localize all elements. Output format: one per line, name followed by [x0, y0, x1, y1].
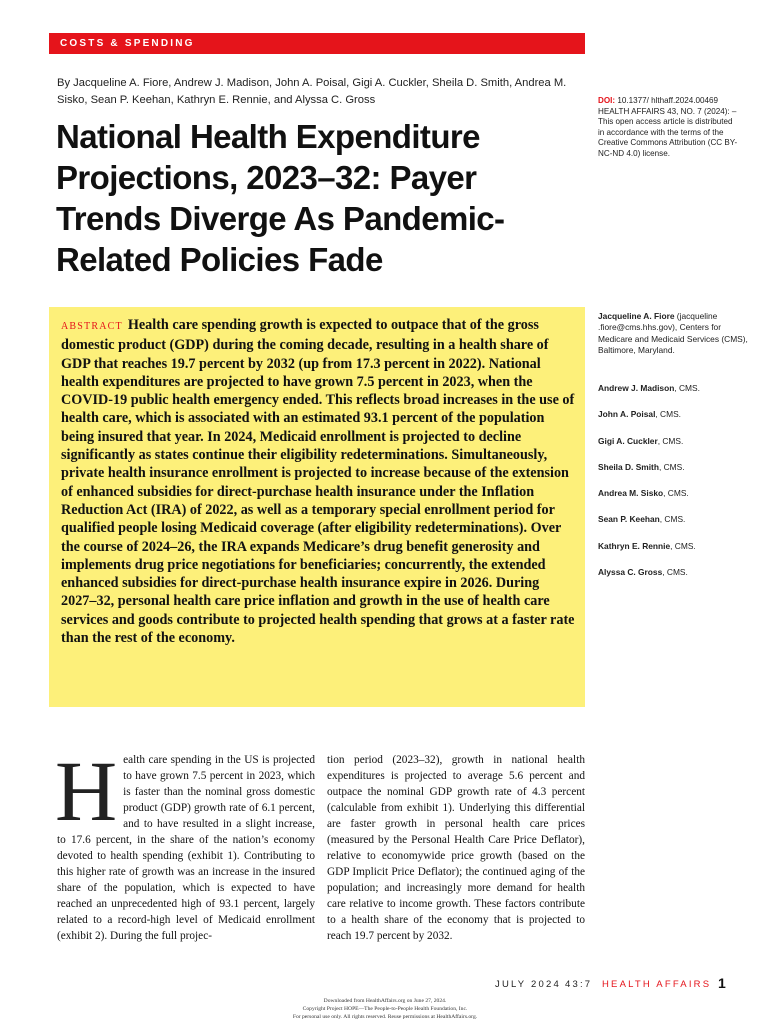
affiliation-2 — [598, 383, 748, 394]
drop-cap: H — [55, 743, 118, 839]
body-text-1: ealth care spending in the US is projected to have grown 7.5 percent in 2023, which is faster than the nominal gross domestic product (GDP) growth rate of 6.1 percent, and to have resulted in a slight increase, to 17.6 percent, in the share of the nation’s economy devoted to health spending (exhibit 1). Contributing to this higher rate of growth was an increase in the insured share of the population, which is expected to have reached an unprecedented high of 93.1 percent, largely related to a record-high level of Medicaid enrollment (exhibit 2). During the full projec- — [57, 754, 315, 942]
download-line: Downloaded from HealthAffairs.org on June 27, 2024. — [323, 998, 447, 1004]
abstract-text: Health care spending growth is expected to outpace that of the gross domestic product (GDP) during the coming decade, resulting in a health share of GDP that reaches 19.7 percent by 2032 (up from 17.3 percent in 2022). National health expenditures are projected to have grown 7.5 percent in 2023, when the COVID-19 public health emergency ended. This reflects broad increases in the use of health care, which is associated with an estimated 93.1 percent of the population being insured that year. In 2024, Medicaid enrollment is projected to decline significantly as states continue their eligibility redeterminations. Simultaneously, private health insurance enrollment is projected to increase because of the extension of enhanced subsidies for direct-purchase health insurance under the Inflation Reduction Act (IRA) of 2022, as well as a temporary special enrollment period for qualified people losing Medicaid coverage (after eligibility redeterminations). Over the course of 2024–26, the IRA expands Medicare’s drug benefit generosity and implements drug price negotiations for beneficiaries; concurrently, the extended enhanced subsidies for direct-purchase health insurance expire in 2026. During 2027–32, personal health care price inflation and growth in the use of health care services and goods contribute to projected health spending that grows at a faster rate than the rest of the economy. — [61, 317, 575, 647]
page-number: 1 — [718, 975, 726, 991]
affiliation-1 — [598, 311, 748, 356]
author-byline: By Jacqueline A. Fiore, Andrew J. Madison, John A. Poisal, Gigi A. Cuckler, Sheila D. Smith, Andrea M. Sisko, Sean P. Keehan, Kathryn E. Rennie, and Alyssa C. Gross — [57, 77, 567, 106]
body-column-1 — [55, 743, 315, 944]
section-label: COSTS & SPENDING — [60, 38, 195, 49]
affiliation-name: Andrew J. Madison — [598, 383, 675, 393]
affiliation-7 — [598, 514, 748, 525]
section-banner — [49, 33, 585, 54]
affiliation-name: Sean P. Keehan — [598, 514, 660, 524]
license-note: This open access article is distributed in accordance with the terms of the Creative Commons Attribution (CC BY-NC-ND 4.0) license. — [598, 117, 738, 158]
abstract-label: ABSTRACT — [61, 321, 123, 332]
affiliation-detail: , CMS. — [663, 488, 689, 498]
affiliation-name: Sheila D. Smith — [598, 462, 659, 472]
affiliation-detail: , CMS. — [662, 567, 688, 577]
affiliation-6 — [598, 488, 748, 499]
affiliation-name: Kathryn E. Rennie — [598, 541, 671, 551]
affiliation-9 — [598, 567, 748, 578]
affiliation-name: John A. Poisal — [598, 409, 656, 419]
footer-journal-name: HEALTH AFFAIRS — [602, 979, 712, 990]
footer-volume: 43:7 — [565, 979, 593, 990]
doi-label: DOI: — [598, 96, 616, 105]
copyright-line: Copyright Project HOPE—The People-to-People Health Foundation, Inc. — [302, 1006, 468, 1012]
affiliation-8 — [598, 541, 748, 552]
affiliation-name: Gigi A. Cuckler — [598, 436, 658, 446]
doi-link[interactable]: 10.1377/ hlthaff.2024.00469 — [617, 96, 719, 105]
affiliation-4 — [598, 436, 748, 447]
article-metadata — [598, 96, 738, 160]
footer-issue: JULY 2024 — [495, 979, 561, 990]
download-notice — [0, 997, 770, 1021]
affiliation-3 — [598, 409, 748, 420]
body-column-2: tion period (2023–32), growth in national health expenditures is projected to average 5.6 percent and outpace the nominal GDP growth rate of 4.3 percent (calculable from exhibit 1). Underlying this differential are faster growth in personal health care prices (measured by the Personal Health Care Price Deflator), relative to economywide price growth (based on the GDP Implicit Price Deflator); the continued aging of the population; and increasingly more demand for health care relative to income growth. These factors contribute to a health share of the economy that is projected to reach 19.7 percent by 2032. — [327, 754, 585, 942]
affiliation-detail: , CMS. — [670, 541, 696, 551]
affiliation-name: Alyssa C. Gross — [598, 567, 663, 577]
journal-citation: HEALTH AFFAIRS 43, NO. 7 (2024): – — [598, 106, 737, 116]
affiliation-detail: , CMS. — [674, 383, 700, 393]
abstract — [61, 316, 577, 647]
affiliation-detail: , CMS. — [659, 514, 686, 524]
affiliation-detail: , CMS. — [658, 462, 685, 472]
affiliation-detail: , CMS. — [655, 409, 681, 419]
permissions-line: For personal use only. All rights reserved. Reuse permissions at HealthAffairs.org. — [292, 1014, 478, 1020]
affiliation-name: Jacqueline A. Fiore — [598, 311, 675, 321]
affiliation-detail: (jacqueline .fiore@cms.hhs.gov), Centers for Medicare and Medicaid Services (CMS), Baltimore, Maryland. — [598, 311, 748, 355]
affiliation-name: Andrea M. Sisko — [598, 488, 664, 498]
affiliation-detail: , CMS. — [657, 436, 684, 446]
article-title: National Health Expenditure Projections, 2023–32: Payer Trends Diverge As Pandemic-Related Policies Fade — [56, 118, 505, 278]
affiliation-5 — [598, 462, 748, 473]
